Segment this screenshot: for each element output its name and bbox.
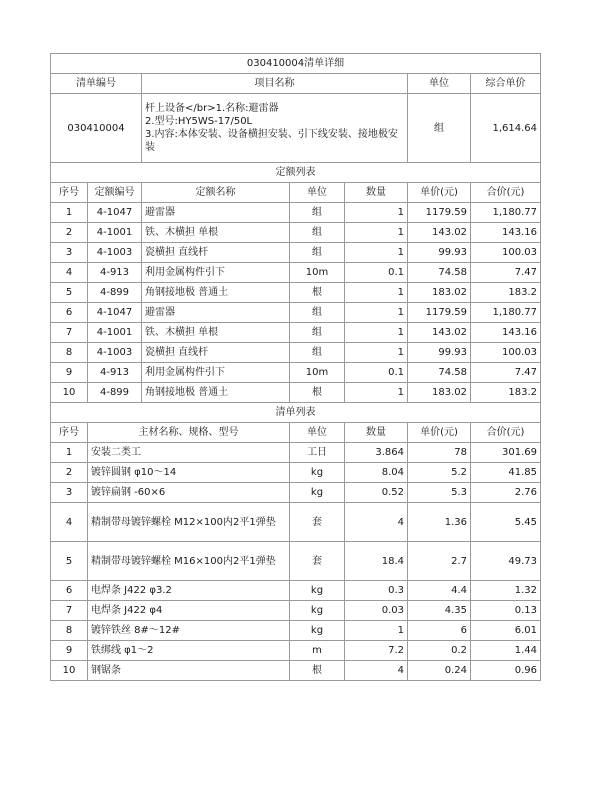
col-qty: 7.2 — [345, 641, 408, 661]
col-total: 143.16 — [471, 323, 541, 343]
col-total: 1.44 — [471, 641, 541, 661]
quota-section-title: 定额列表 — [51, 163, 541, 183]
col-index: 4 — [51, 503, 88, 542]
col-quota-name-header: 定额名称 — [142, 183, 290, 203]
col-qty: 0.52 — [345, 483, 408, 503]
material-row — [51, 443, 541, 463]
col-unit-price: 4.35 — [408, 601, 471, 621]
col-unit: 组 — [290, 323, 345, 343]
material-row — [51, 601, 541, 621]
col-unit: 组 — [290, 343, 345, 363]
item-code: 030410004 — [51, 94, 142, 163]
col-unit: 组 — [290, 243, 345, 263]
col-material-name: 精制带母镀锌螺栓 M12×100内2平1弹垫 — [88, 503, 290, 542]
col-qty: 0.1 — [345, 263, 408, 283]
col-total: 5.45 — [471, 503, 541, 542]
col-unit: 根 — [290, 661, 345, 681]
quota-row — [51, 363, 541, 383]
col-index: 4 — [51, 263, 88, 283]
col-total: 301.69 — [471, 443, 541, 463]
col-material-name-header: 主材名称、规格、型号 — [88, 423, 290, 443]
col-quota-code: 4-913 — [88, 263, 142, 283]
quota-row — [51, 223, 541, 243]
col-index: 3 — [51, 483, 88, 503]
col-total: 7.47 — [471, 263, 541, 283]
quota-row — [51, 303, 541, 323]
col-unit-price-header: 单价(元) — [408, 423, 471, 443]
col-unit-price: 4.4 — [408, 581, 471, 601]
item-unit: 组 — [408, 94, 471, 163]
col-index: 5 — [51, 542, 88, 581]
col-quota-name: 避雷器 — [142, 203, 290, 223]
col-qty-header: 数量 — [345, 183, 408, 203]
price-header: 综合单价 — [471, 74, 541, 94]
col-unit-price: 0.24 — [408, 661, 471, 681]
col-index: 8 — [51, 343, 88, 363]
col-unit-price: 74.58 — [408, 263, 471, 283]
col-index: 10 — [51, 661, 88, 681]
col-qty: 0.1 — [345, 363, 408, 383]
col-material-name: 钢锯条 — [88, 661, 290, 681]
bill-table — [50, 53, 541, 681]
item-description-line: 杆上设备</br>1.名称:避雷器 — [145, 103, 279, 114]
col-index: 3 — [51, 243, 88, 263]
col-qty: 18.4 — [345, 542, 408, 581]
col-index: 8 — [51, 621, 88, 641]
col-total: 49.73 — [471, 542, 541, 581]
col-total: 100.03 — [471, 243, 541, 263]
col-quota-code: 4-1001 — [88, 223, 142, 243]
col-quota-name: 角钢接地极 普通土 — [142, 383, 290, 403]
col-unit: 10m — [290, 263, 345, 283]
col-index: 6 — [51, 581, 88, 601]
col-unit-header: 单位 — [290, 183, 345, 203]
col-total: 1,180.77 — [471, 203, 541, 223]
item-description-line: 3.内容:本体安装、设备横担安装、引下线安装、接地极安装 — [145, 129, 398, 153]
quota-row — [51, 343, 541, 363]
col-unit-price: 78 — [408, 443, 471, 463]
col-material-name: 电焊条 J422 φ3.2 — [88, 581, 290, 601]
col-index: 7 — [51, 323, 88, 343]
col-index: 9 — [51, 363, 88, 383]
col-unit-price: 1.36 — [408, 503, 471, 542]
unit-header: 单位 — [408, 74, 471, 94]
col-quota-code: 4-1001 — [88, 323, 142, 343]
col-unit-price: 183.02 — [408, 283, 471, 303]
quota-row — [51, 263, 541, 283]
col-quota-name: 利用金属构件引下 — [142, 363, 290, 383]
col-quota-code: 4-899 — [88, 283, 142, 303]
col-total: 0.96 — [471, 661, 541, 681]
col-index: 6 — [51, 303, 88, 323]
col-index: 1 — [51, 203, 88, 223]
col-qty: 1 — [345, 343, 408, 363]
col-unit-price: 5.3 — [408, 483, 471, 503]
col-qty: 3.864 — [345, 443, 408, 463]
col-material-name: 镀锌铁丝 8#～12# — [88, 621, 290, 641]
col-quota-name: 角钢接地极 普通土 — [142, 283, 290, 303]
material-row — [51, 542, 541, 581]
material-row — [51, 463, 541, 483]
col-unit-price: 74.58 — [408, 363, 471, 383]
col-material-name: 铁绑线 φ1～2 — [88, 641, 290, 661]
col-total: 41.85 — [471, 463, 541, 483]
col-quota-name: 瓷横担 直线杆 — [142, 243, 290, 263]
col-quota-code: 4-1047 — [88, 303, 142, 323]
col-unit: 组 — [290, 223, 345, 243]
col-unit: 工日 — [290, 443, 345, 463]
col-qty: 1 — [345, 243, 408, 263]
col-unit: m — [290, 641, 345, 661]
col-index-header: 序号 — [51, 423, 88, 443]
quota-row — [51, 323, 541, 343]
col-unit-price: 99.93 — [408, 343, 471, 363]
name-header: 项目名称 — [142, 74, 408, 94]
col-quota-name: 利用金属构件引下 — [142, 263, 290, 283]
col-total: 2.76 — [471, 483, 541, 503]
col-index: 5 — [51, 283, 88, 303]
col-quota-name: 铁、木横担 单根 — [142, 323, 290, 343]
col-unit-price: 183.02 — [408, 383, 471, 403]
col-unit: kg — [290, 621, 345, 641]
col-material-name: 镀锌扁钢 -60×6 — [88, 483, 290, 503]
col-unit-header: 单位 — [290, 423, 345, 443]
col-unit-price: 5.2 — [408, 463, 471, 483]
col-total: 0.13 — [471, 601, 541, 621]
col-total: 143.16 — [471, 223, 541, 243]
col-quota-name: 瓷横担 直线杆 — [142, 343, 290, 363]
quota-row — [51, 383, 541, 403]
col-unit: kg — [290, 463, 345, 483]
col-quota-name: 避雷器 — [142, 303, 290, 323]
col-qty: 4 — [345, 661, 408, 681]
code-header: 清单编号 — [51, 74, 142, 94]
col-quota-code: 4-1003 — [88, 343, 142, 363]
item-price: 1,614.64 — [471, 94, 541, 163]
col-total-header: 合价(元) — [471, 423, 541, 443]
col-qty: 1 — [345, 621, 408, 641]
material-row — [51, 661, 541, 681]
item-description — [142, 94, 408, 163]
col-index: 10 — [51, 383, 88, 403]
col-qty: 0.3 — [345, 581, 408, 601]
col-index: 1 — [51, 443, 88, 463]
col-qty: 1 — [345, 223, 408, 243]
material-row — [51, 581, 541, 601]
bill-detail-sheet — [50, 53, 540, 681]
col-unit-price-header: 单价(元) — [408, 183, 471, 203]
col-unit: 套 — [290, 503, 345, 542]
col-unit-price: 0.2 — [408, 641, 471, 661]
col-index: 2 — [51, 463, 88, 483]
col-quota-name: 铁、木横担 单根 — [142, 223, 290, 243]
col-unit: 组 — [290, 303, 345, 323]
sheet-title: 030410004清单详细 — [51, 54, 541, 74]
col-quota-code: 4-1047 — [88, 203, 142, 223]
col-unit: 根 — [290, 283, 345, 303]
col-index-header: 序号 — [51, 183, 88, 203]
col-unit-price: 143.02 — [408, 223, 471, 243]
col-unit-price: 2.7 — [408, 542, 471, 581]
col-qty: 4 — [345, 503, 408, 542]
col-unit-price: 143.02 — [408, 323, 471, 343]
material-row — [51, 621, 541, 641]
col-unit: kg — [290, 483, 345, 503]
col-unit-price: 99.93 — [408, 243, 471, 263]
col-qty: 8.04 — [345, 463, 408, 483]
col-total: 183.2 — [471, 383, 541, 403]
material-row — [51, 641, 541, 661]
col-index: 2 — [51, 223, 88, 243]
col-unit: kg — [290, 581, 345, 601]
col-total: 100.03 — [471, 343, 541, 363]
col-material-name: 精制带母镀锌螺栓 M16×100内2平1弹垫 — [88, 542, 290, 581]
col-unit: 组 — [290, 203, 345, 223]
item-description-line: 2.型号:HY5WS-17/50L — [145, 116, 253, 127]
col-unit: 10m — [290, 363, 345, 383]
material-row — [51, 503, 541, 542]
col-qty-header: 数量 — [345, 423, 408, 443]
quota-row — [51, 203, 541, 223]
material-section-title: 清单列表 — [51, 403, 541, 423]
col-qty: 1 — [345, 303, 408, 323]
col-total: 1,180.77 — [471, 303, 541, 323]
col-index: 7 — [51, 601, 88, 621]
col-qty: 1 — [345, 283, 408, 303]
col-qty: 1 — [345, 323, 408, 343]
col-quota-code-header: 定额编号 — [88, 183, 142, 203]
col-total-header: 合价(元) — [471, 183, 541, 203]
col-unit-price: 6 — [408, 621, 471, 641]
col-index: 9 — [51, 641, 88, 661]
col-unit: 根 — [290, 383, 345, 403]
col-unit: 套 — [290, 542, 345, 581]
col-material-name: 安装二类工 — [88, 443, 290, 463]
col-total: 1.32 — [471, 581, 541, 601]
col-material-name: 镀锌圆钢 φ10～14 — [88, 463, 290, 483]
col-total: 7.47 — [471, 363, 541, 383]
col-total: 183.2 — [471, 283, 541, 303]
col-material-name: 电焊条 J422 φ4 — [88, 601, 290, 621]
col-quota-code: 4-913 — [88, 363, 142, 383]
col-unit-price: 1179.59 — [408, 303, 471, 323]
col-qty: 0.03 — [345, 601, 408, 621]
col-qty: 1 — [345, 203, 408, 223]
material-row — [51, 483, 541, 503]
col-unit: kg — [290, 601, 345, 621]
col-quota-code: 4-1003 — [88, 243, 142, 263]
quota-row — [51, 283, 541, 303]
quota-row — [51, 243, 541, 263]
col-unit-price: 1179.59 — [408, 203, 471, 223]
col-quota-code: 4-899 — [88, 383, 142, 403]
col-qty: 1 — [345, 383, 408, 403]
col-total: 6.01 — [471, 621, 541, 641]
